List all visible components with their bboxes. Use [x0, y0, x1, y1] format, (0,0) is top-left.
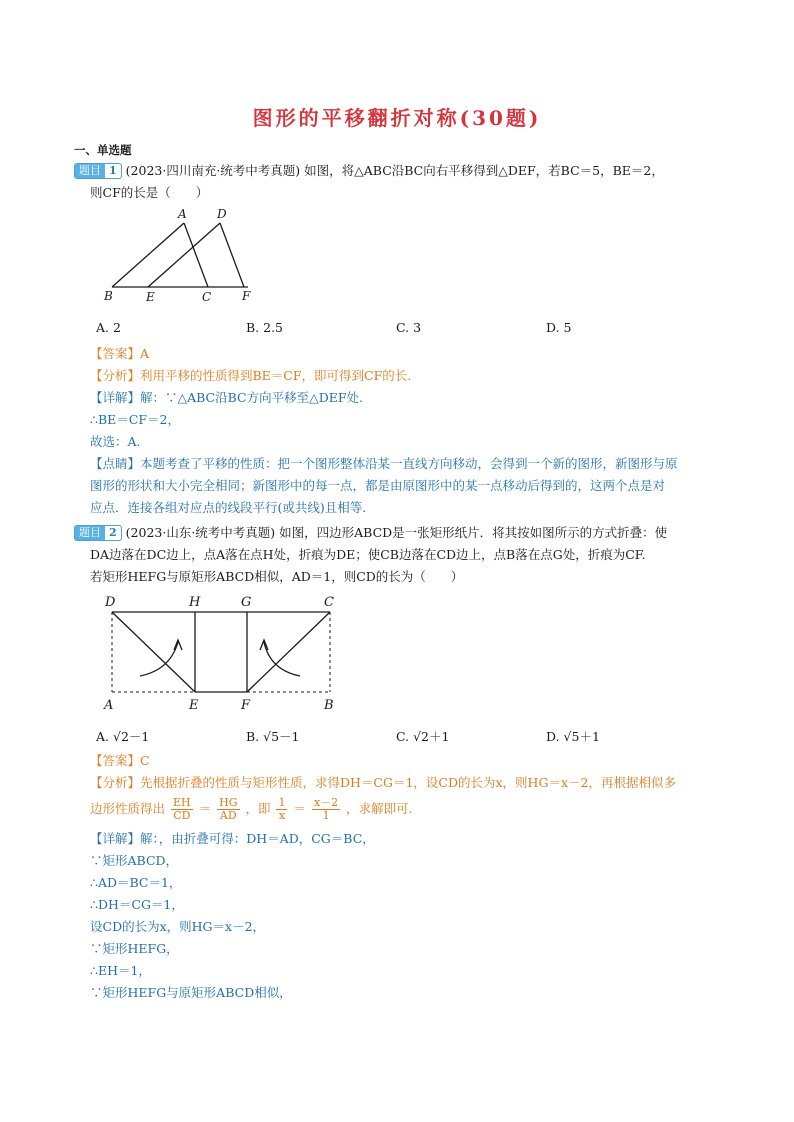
label-E: E: [146, 290, 155, 304]
option-a[interactable]: A. √2－1: [96, 729, 150, 744]
label-A: A: [104, 698, 114, 713]
question-2-detail-1: 【详解】解：，由折叠可得：DH＝AD，CG＝BC，: [90, 831, 375, 846]
label-D: D: [105, 595, 116, 610]
question-2-analysis-2: 边形性质得出 $\frac{EH}{CD}$ ＝ $\frac{HG}{AD}$ ，即 $\frac{1}{x}$ ＝ $\frac{x-2}{1}$ ，求解即可.: [90, 796, 413, 822]
label-C: C: [202, 290, 212, 304]
label-E: E: [189, 698, 199, 713]
question-2-badge: 题目 2: [74, 525, 122, 541]
option-c[interactable]: C. √2＋1: [396, 729, 450, 744]
question-2-detail-2: ∵矩形ABCD，: [90, 853, 179, 868]
label-F: F: [242, 289, 251, 303]
question-2-detail-8: ∵矩形HEFG与原矩形ABCD相似，: [90, 985, 292, 1000]
question-2-line-3: 若矩形HEFG与原矩形ABCD相似，AD＝1，则CD的长为（ ）: [90, 569, 464, 584]
question-1-comment-3: 应点．连接各组对应点的线段平行(或共线)且相等.: [90, 500, 367, 515]
fraction-x-2-1: $\frac{x-2}{1}$: [313, 796, 339, 822]
question-1-answer: 【答案】A: [90, 346, 150, 361]
fraction-hg-ad: $\frac{HG}{AD}$: [219, 796, 238, 822]
section-heading: 一、单选题: [74, 143, 132, 157]
fraction-1-x: $\frac{1}{x}$: [278, 796, 286, 822]
question-1-line-2: 则CF的长是（ ）: [90, 185, 209, 200]
label-G: G: [241, 595, 252, 610]
option-d[interactable]: D. 5: [546, 320, 572, 335]
question-2-detail-3: ∴AD＝BC＝1，: [90, 875, 182, 890]
label-F: F: [241, 698, 251, 713]
question-1-detail-1: 【详解】解：∵△ABC沿BC方向平移至△DEF处.: [90, 390, 364, 405]
question-1-detail-3: 故选：A.: [90, 434, 141, 449]
page-title: 图形的平移翻折对称(30题): [252, 106, 542, 130]
question-1-badge: 题目 1: [74, 163, 122, 179]
option-a[interactable]: A. 2: [96, 320, 121, 335]
question-1-analysis: 【分析】利用平移的性质得到BE＝CF，即可得到CF的长.: [90, 368, 412, 383]
label-B: B: [324, 698, 334, 713]
question-1-comment-1: 【点睛】本题考查了平移的性质：把一个图形整体沿某一直线方向移动，会得到一个新的图形，新图形与原: [90, 456, 678, 471]
question-2-line-1: 题目 2 (2023·山东·统考中考真题) 如图，四边形ABCD是一张矩形纸片．将其按如图所示的方式折叠：使: [74, 524, 667, 542]
option-c[interactable]: C. 3: [396, 320, 422, 335]
label-D: D: [217, 207, 227, 221]
label-B: B: [104, 289, 113, 303]
option-b[interactable]: B. 2.5: [246, 320, 284, 335]
option-d[interactable]: D. √5＋1: [546, 729, 600, 744]
question-1-comment-2: 图形的形状和大小完全相同；新图形中的每一点，都是由原图形中的某一点移动后得到的，这两个点是对: [90, 478, 666, 493]
question-2-line-2: DA边落在DC边上，点A落在点H处，折痕为DE；使CB边落在CD边上，点B落在点G处，折痕为CF.: [90, 547, 646, 562]
question-2-figure: [100, 590, 345, 715]
question-1-line-1: 题目 1 (2023·四川南充·统考中考真题) 如图，将△ABC沿BC向右平移得到△DEF，若BC＝5，BE＝2，: [74, 162, 664, 180]
label-A: A: [178, 207, 187, 221]
fraction-eh-cd: $\frac{EH}{CD}$: [173, 796, 191, 822]
label-C: C: [324, 595, 334, 610]
question-2-detail-7: ∴EH＝1，: [90, 963, 151, 978]
question-2-detail-6: ∵矩形HEFG，: [90, 941, 179, 956]
label-H: H: [189, 595, 201, 610]
option-b[interactable]: B. √5－1: [246, 729, 300, 744]
question-2-detail-4: ∴DH＝CG＝1，: [90, 897, 184, 912]
question-2-detail-5: 设CD的长为x，则HG＝x－2，: [90, 919, 266, 934]
question-2-answer: 【答案】C: [90, 753, 150, 768]
question-1-detail-2: ∴BE＝CF＝2，: [90, 412, 180, 427]
question-1-figure: [100, 205, 270, 310]
question-2-analysis-1: 【分析】先根据折叠的性质与矩形性质，求得DH＝CG＝1，设CD的长为x，则HG＝x－2，再根据相似多: [90, 775, 676, 790]
